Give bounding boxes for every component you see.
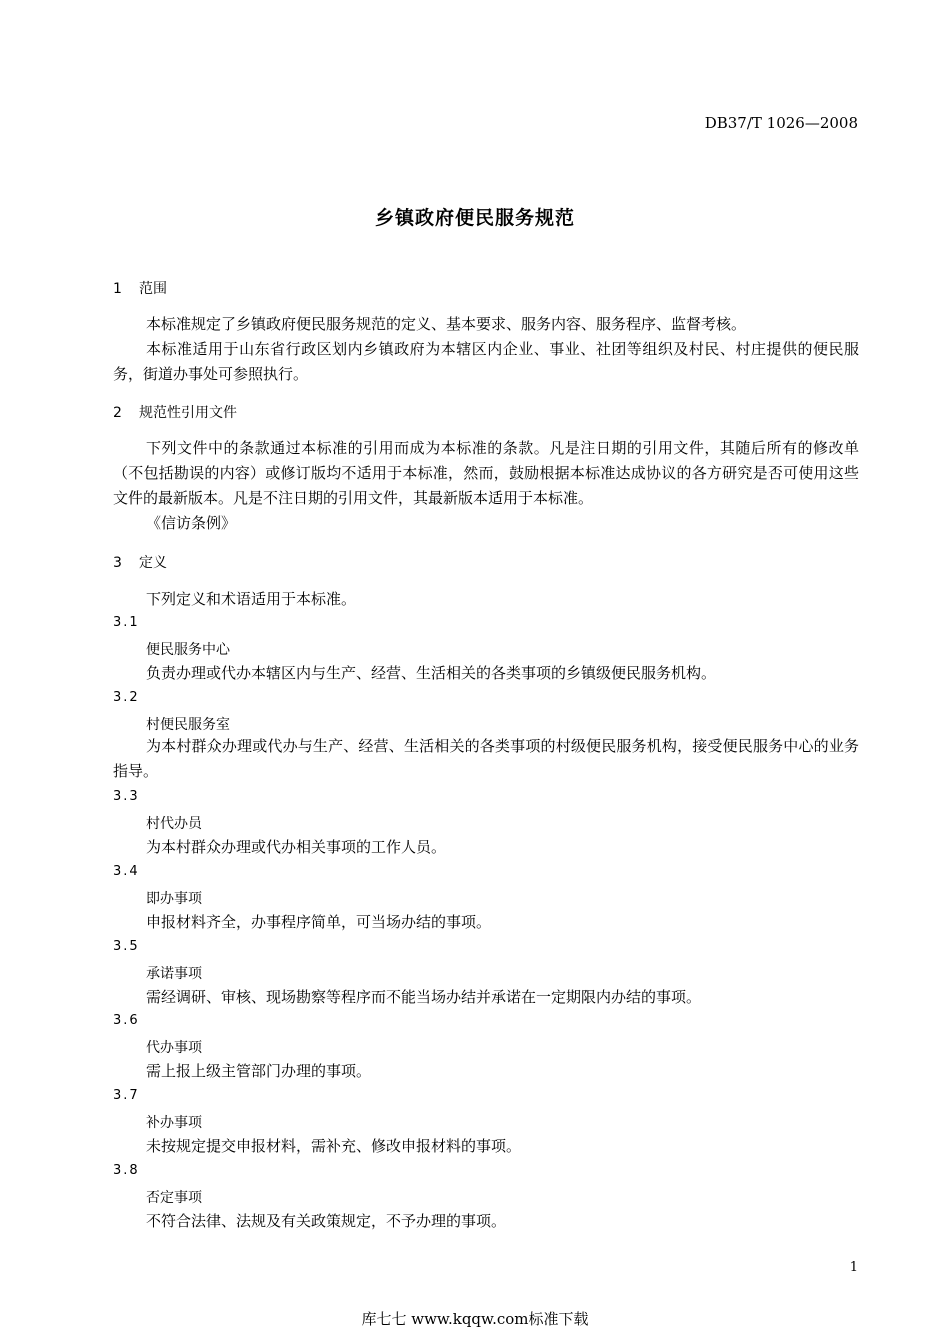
section-title: 范围 <box>139 281 167 297</box>
section-number: 1 <box>113 281 122 297</box>
term-definition: 负责办理或代办本辖区内与生产、经营、生活相关的各类事项的乡镇级便民服务机构。 <box>146 664 717 682</box>
term-name: 村便民服务室 <box>146 717 230 733</box>
page-number: 1 <box>849 1260 858 1275</box>
section-number: 2 <box>113 405 122 421</box>
term-number: 3.1 <box>113 615 140 630</box>
section-number: 3 <box>113 555 122 571</box>
scope-paragraph-2: 本标准适用于山东省行政区划内乡镇政府为本辖区内企业、事业、社团等组织及村民、村庄提供的便民服务，街道办事处可参照执行。 <box>113 340 859 383</box>
section-heading-scope <box>113 278 167 298</box>
standard-code: DB37/T 1026—2008 <box>704 114 858 132</box>
normative-paragraph-1: 下列文件中的条款通过本标准的引用而成为本标准的条款。凡是注日期的引用文件，其随后所有的修改单（不包括勘误的内容）或修订版均不适用于本标准，然而，鼓励根据本标准达成协议的各方研究是否可使用这些文件的最新版本。凡是不注日期的引用文件，其最新版本适用于本标准。 <box>113 439 859 507</box>
section-title: 规范性引用文件 <box>139 405 237 421</box>
term-number: 3.3 <box>113 789 140 804</box>
term-definition: 申报材料齐全，办事程序简单，可当场办结的事项。 <box>146 913 492 931</box>
section-title: 定义 <box>139 555 167 571</box>
document-title: 乡镇政府便民服务规范 <box>374 207 575 229</box>
term-definition: 需经调研、审核、现场勘察等程序而不能当场办结并承诺在一定期限内办结的事项。 <box>146 988 702 1006</box>
section-heading-normative <box>113 402 237 422</box>
term-number: 3.2 <box>113 690 140 705</box>
term-name: 补办事项 <box>146 1115 202 1131</box>
footer-watermark: 库七七 www.kqqw.com标准下载 <box>361 1310 589 1328</box>
term-name: 承诺事项 <box>146 966 202 982</box>
term-definition: 为本村群众办理或代办与生产、经营、生活相关的各类事项的村级便民服务机构，接受便民服务中心的业务指导。 <box>113 737 859 780</box>
reference-item: 《信访条例》 <box>146 514 237 532</box>
term-name: 即办事项 <box>146 891 202 907</box>
term-definition: 不符合法律、法规及有关政策规定，不予办理的事项。 <box>146 1212 507 1230</box>
term-name: 否定事项 <box>146 1190 202 1206</box>
definitions-intro: 下列定义和术语适用于本标准。 <box>146 590 357 608</box>
term-definition: 为本村群众办理或代办相关事项的工作人员。 <box>146 838 447 856</box>
section-heading-definitions <box>113 552 167 572</box>
term-number: 3.8 <box>113 1163 140 1178</box>
scope-paragraph-1: 本标准规定了乡镇政府便民服务规范的定义、基本要求、服务内容、服务程序、监督考核。 <box>146 315 747 333</box>
term-name: 便民服务中心 <box>146 642 230 658</box>
term-name: 代办事项 <box>146 1040 202 1056</box>
term-name: 村代办员 <box>146 816 202 832</box>
term-definition: 未按规定提交申报材料，需补充、修改申报材料的事项。 <box>146 1137 522 1155</box>
term-number: 3.6 <box>113 1013 140 1028</box>
term-number: 3.7 <box>113 1088 140 1103</box>
term-number: 3.5 <box>113 939 140 954</box>
term-number: 3.4 <box>113 864 140 879</box>
term-definition: 需上报上级主管部门办理的事项。 <box>146 1062 372 1080</box>
